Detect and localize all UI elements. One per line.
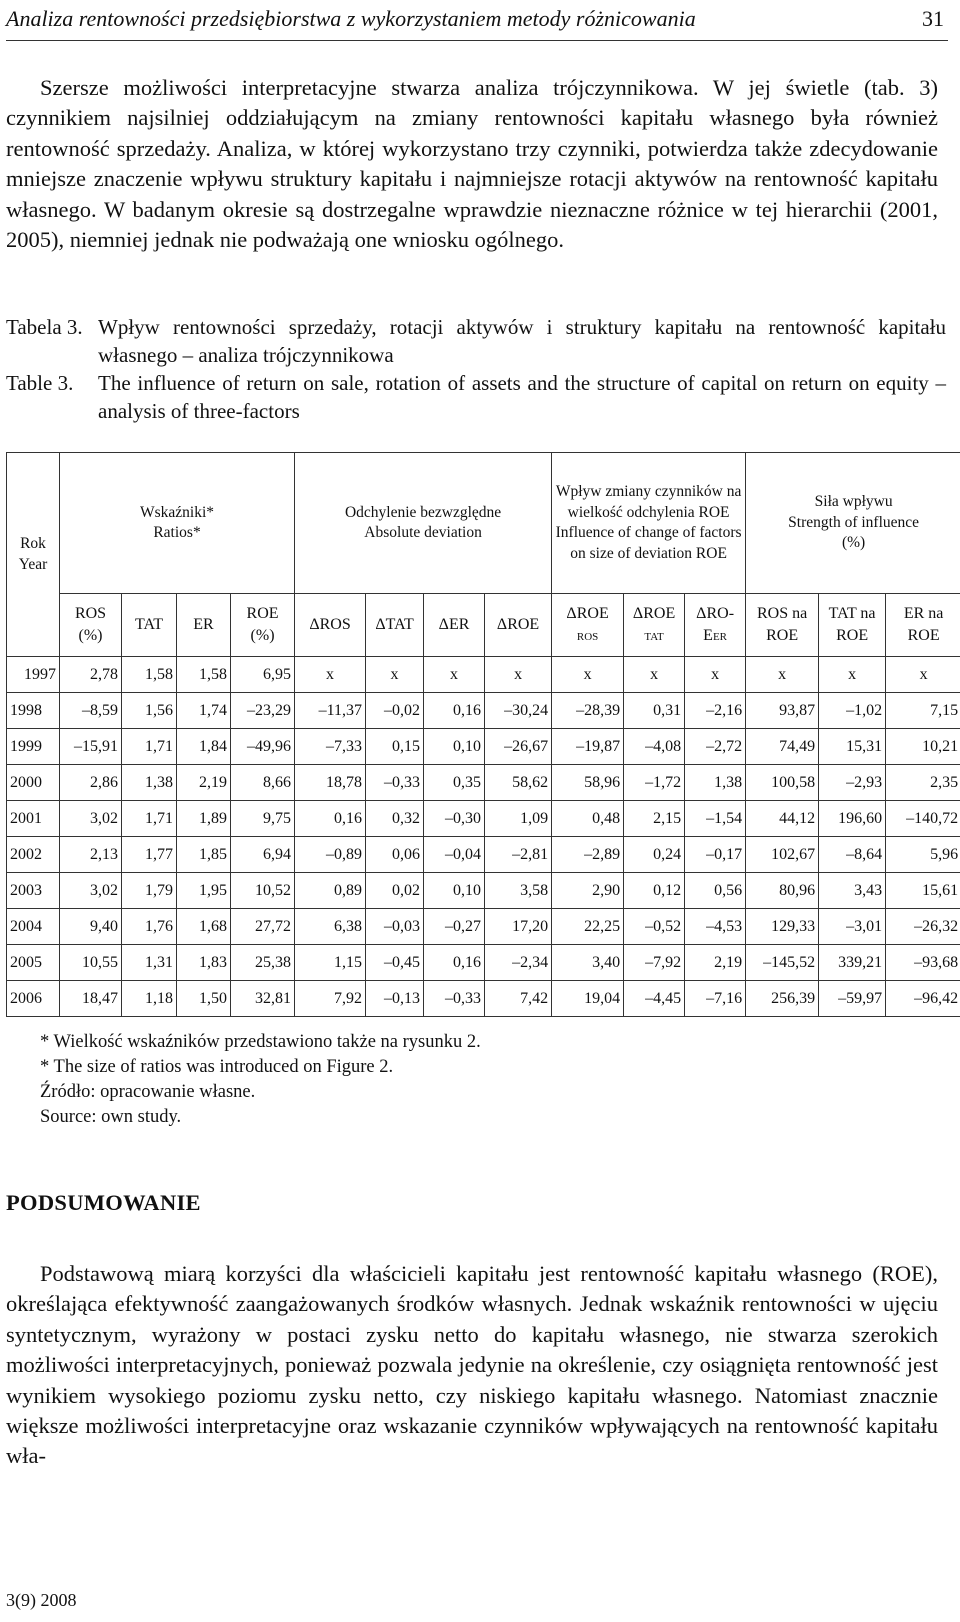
value-cell: 3,40	[552, 945, 624, 981]
value-cell: –11,37	[295, 693, 366, 729]
value-cell: –0,52	[624, 909, 685, 945]
value-cell: 1,76	[122, 909, 177, 945]
subheader-delta-roe-ros: ΔROE ROS	[552, 594, 624, 657]
value-cell: x	[685, 657, 746, 693]
value-cell: 0,06	[366, 837, 424, 873]
value-cell: 6,38	[295, 909, 366, 945]
header-deviation-en: Absolute deviation	[364, 524, 482, 541]
value-cell: x	[552, 657, 624, 693]
data-table	[6, 452, 960, 1017]
table-body	[7, 657, 960, 1017]
value-cell: –8,59	[60, 693, 122, 729]
value-cell: 2,35	[886, 765, 960, 801]
value-cell: –0,30	[424, 801, 485, 837]
value-cell: –2,81	[485, 837, 552, 873]
page-number: 31	[922, 6, 944, 31]
value-cell: 1,84	[177, 729, 231, 765]
value-cell: –7,16	[685, 981, 746, 1017]
value-cell: 0,12	[624, 873, 685, 909]
value-cell: 1,74	[177, 693, 231, 729]
value-cell: –7,33	[295, 729, 366, 765]
value-cell: 0,56	[685, 873, 746, 909]
value-cell: –15,91	[60, 729, 122, 765]
value-cell: 2,13	[60, 837, 122, 873]
value-cell: 0,31	[624, 693, 685, 729]
source-en: Source: own study.	[40, 1107, 182, 1127]
value-cell: 6,95	[231, 657, 295, 693]
value-cell: 10,55	[60, 945, 122, 981]
header-change-en: Influence of change of factors on size of deviation ROE	[555, 524, 742, 562]
value-cell: –145,52	[746, 945, 819, 981]
value-cell: –28,39	[552, 693, 624, 729]
value-cell: –0,04	[424, 837, 485, 873]
running-header	[6, 2, 948, 41]
note-pl: * Wielkość wskaźników przedstawiono także na rysunku 2.	[40, 1032, 481, 1052]
value-cell: x	[366, 657, 424, 693]
paragraph-analysis: Szersze możliwości interpretacyjne stwarza analiza trójczynnikowa. W jej świetle (tab. 3) czynnikiem najsilniej oddziałującym na zmiany rentowności kapitału własnego była również rentowność sprzedaży. Analiza, w której wykorzystano trzy czynniki, potwierdza także zdecydowanie mniejsze znaczenie wpływu struktury kapitału i najmniejsze rotacji aktywów na rentowność kapitału własnego. W badanym okresie są dostrzegalne wprawdzie nieznaczne różnice w tej hierarchii (2001, 2005), niemniej jednak nie podważają one wniosku ogólnego.	[6, 75, 938, 253]
value-cell: –4,45	[624, 981, 685, 1017]
value-cell: –0,13	[366, 981, 424, 1017]
caption-label-en: Table 3.	[6, 371, 74, 395]
table-row	[7, 693, 960, 729]
subheader-ros-on-roe: ROS na ROE	[746, 594, 819, 657]
table-row	[7, 837, 960, 873]
value-cell: 27,72	[231, 909, 295, 945]
caption-text-en: The influence of return on sale, rotation of assets and the structure of capital on return on equity – analysis of three-factors	[98, 371, 946, 423]
year-cell: 1999	[7, 729, 60, 765]
table-row	[7, 873, 960, 909]
value-cell: 3,02	[60, 873, 122, 909]
value-cell: 58,96	[552, 765, 624, 801]
value-cell: –19,87	[552, 729, 624, 765]
value-cell: 15,31	[819, 729, 886, 765]
subheader-tat: TAT	[122, 594, 177, 657]
value-cell: 1,58	[122, 657, 177, 693]
value-cell: 18,78	[295, 765, 366, 801]
value-cell: 1,83	[177, 945, 231, 981]
table-row	[7, 909, 960, 945]
paragraph-summary: Podstawową miarą korzyści dla właścicieli kapitału jest rentowność kapitału własnego (ROE), określająca efektywność zaangażowanych środków własnych. Jednak wskaźnik rentowności w ujęciu syntetycznym, wyrażony w postaci zysku netto do kapitału własnego, nie stwarza szerokich możliwości interpretacyjnych, ponieważ pozwala jedynie na określenie, czy osiągnięta rentowność jest wynikiem wysokiego poziomu zysku netto, czy niskiego kapitału własnego. Natomiast znacznie większe możliwości interpretacyjne oraz wskazanie czynników wpływających na rentowność kapitału wła-	[6, 1261, 938, 1469]
header-ratios-en: Ratios*	[153, 524, 201, 541]
value-cell: 1,71	[122, 801, 177, 837]
value-cell: x	[886, 657, 960, 693]
value-cell: 1,71	[122, 729, 177, 765]
table-row	[7, 801, 960, 837]
value-cell: 2,15	[624, 801, 685, 837]
value-cell: –2,93	[819, 765, 886, 801]
value-cell: –2,89	[552, 837, 624, 873]
value-cell: –1,02	[819, 693, 886, 729]
value-cell: 2,19	[685, 945, 746, 981]
header-deviation	[295, 453, 552, 594]
value-cell: 6,94	[231, 837, 295, 873]
header-change-pl: Wpływ zmiany czynników na wielkość odchylenia ROE	[555, 483, 742, 521]
value-cell: 1,15	[295, 945, 366, 981]
value-cell: –0,33	[366, 765, 424, 801]
note-en: * The size of ratios was introduced on Figure 2.	[40, 1057, 394, 1077]
value-cell: 2,19	[177, 765, 231, 801]
value-cell: 0,10	[424, 729, 485, 765]
value-cell: 0,32	[366, 801, 424, 837]
value-cell: 8,66	[231, 765, 295, 801]
value-cell: –0,03	[366, 909, 424, 945]
value-cell: –4,53	[685, 909, 746, 945]
section-title: PODSUMOWANIE	[6, 1190, 201, 1215]
value-cell: 5,96	[886, 837, 960, 873]
value-cell: –0,17	[685, 837, 746, 873]
year-cell: 2000	[7, 765, 60, 801]
value-cell: 58,62	[485, 765, 552, 801]
table-notes	[40, 1030, 481, 1130]
year-cell: 1998	[7, 693, 60, 729]
value-cell: x	[424, 657, 485, 693]
value-cell: –4,08	[624, 729, 685, 765]
value-cell: 93,87	[746, 693, 819, 729]
header-ratios-pl: Wskaźniki*	[140, 503, 215, 521]
caption-polish	[6, 313, 946, 369]
header-year-pl: Rok	[20, 535, 46, 552]
subheader-delta-roe-er: ΔRO- EER	[685, 594, 746, 657]
header-ratios	[60, 453, 295, 594]
header-deviation-pl: Odchylenie bezwzględne	[344, 503, 502, 521]
value-cell: –140,72	[886, 801, 960, 837]
value-cell: 10,21	[886, 729, 960, 765]
year-cell: 2004	[7, 909, 60, 945]
value-cell: –23,29	[231, 693, 295, 729]
table-row	[7, 981, 960, 1017]
header-strength-en: Strength of influence	[788, 513, 920, 531]
value-cell: –0,02	[366, 693, 424, 729]
table-group-header-row	[7, 453, 960, 594]
value-cell: –0,27	[424, 909, 485, 945]
value-cell: 1,95	[177, 873, 231, 909]
value-cell: 0,16	[424, 693, 485, 729]
value-cell: 44,12	[746, 801, 819, 837]
header-year-en: Year	[18, 555, 48, 573]
value-cell: 100,58	[746, 765, 819, 801]
value-cell: –2,72	[685, 729, 746, 765]
subheader-ros: ROS (%)	[60, 594, 122, 657]
running-title: Analiza rentowności przedsiębiorstwa z wykorzystaniem metody różnicowania	[6, 6, 696, 31]
year-cell: 2002	[7, 837, 60, 873]
value-cell: –49,96	[231, 729, 295, 765]
value-cell: 196,60	[819, 801, 886, 837]
value-cell: –0,33	[424, 981, 485, 1017]
value-cell: 2,86	[60, 765, 122, 801]
value-cell: 7,42	[485, 981, 552, 1017]
subheader-delta-er: ΔER	[424, 594, 485, 657]
value-cell: 3,58	[485, 873, 552, 909]
value-cell: 19,04	[552, 981, 624, 1017]
value-cell: –26,32	[886, 909, 960, 945]
caption-label-pl: Tabela 3.	[6, 315, 83, 339]
issue-footer: 3(9) 2008	[6, 1590, 77, 1610]
subheader-er-on-roe: ER na ROE	[886, 594, 960, 657]
value-cell: 1,79	[122, 873, 177, 909]
value-cell: 1,18	[122, 981, 177, 1017]
year-cell: 2001	[7, 801, 60, 837]
value-cell: 32,81	[231, 981, 295, 1017]
subheader-delta-ros: ΔROS	[295, 594, 366, 657]
value-cell: 22,25	[552, 909, 624, 945]
source-pl: Źródło: opracowanie własne.	[40, 1082, 256, 1102]
value-cell: x	[485, 657, 552, 693]
table-row	[7, 945, 960, 981]
value-cell: –30,24	[485, 693, 552, 729]
value-cell: –59,97	[819, 981, 886, 1017]
subheader-delta-roe: ΔROE	[485, 594, 552, 657]
value-cell: 339,21	[819, 945, 886, 981]
value-cell: 74,49	[746, 729, 819, 765]
value-cell: 3,02	[60, 801, 122, 837]
value-cell: 0,16	[295, 801, 366, 837]
table-row	[7, 729, 960, 765]
value-cell: 1,38	[122, 765, 177, 801]
value-cell: 9,75	[231, 801, 295, 837]
table-sub-header-row	[7, 594, 960, 657]
subheader-delta-roe-tat: ΔROE TAT	[624, 594, 685, 657]
value-cell: 10,52	[231, 873, 295, 909]
value-cell: –0,89	[295, 837, 366, 873]
value-cell: 0,24	[624, 837, 685, 873]
value-cell: 17,20	[485, 909, 552, 945]
header-strength	[746, 453, 960, 594]
value-cell: 2,78	[60, 657, 122, 693]
value-cell: –0,45	[366, 945, 424, 981]
value-cell: 102,67	[746, 837, 819, 873]
value-cell: 1,50	[177, 981, 231, 1017]
value-cell: 129,33	[746, 909, 819, 945]
value-cell: 1,85	[177, 837, 231, 873]
value-cell: –1,54	[685, 801, 746, 837]
value-cell: 80,96	[746, 873, 819, 909]
value-cell: 0,89	[295, 873, 366, 909]
caption-english	[6, 369, 946, 425]
header-change	[552, 453, 746, 594]
value-cell: 3,43	[819, 873, 886, 909]
value-cell: x	[295, 657, 366, 693]
subheader-roe: ROE (%)	[231, 594, 295, 657]
value-cell: –1,72	[624, 765, 685, 801]
value-cell: 25,38	[231, 945, 295, 981]
value-cell: 1,68	[177, 909, 231, 945]
value-cell: 1,09	[485, 801, 552, 837]
subheader-delta-tat: ΔTAT	[366, 594, 424, 657]
subheader-er: ER	[177, 594, 231, 657]
value-cell: 0,16	[424, 945, 485, 981]
value-cell: 256,39	[746, 981, 819, 1017]
table-row	[7, 765, 960, 801]
value-cell: –26,67	[485, 729, 552, 765]
value-cell: –96,42	[886, 981, 960, 1017]
value-cell: 0,35	[424, 765, 485, 801]
year-cell: 2003	[7, 873, 60, 909]
year-cell: 2006	[7, 981, 60, 1017]
value-cell: –8,64	[819, 837, 886, 873]
value-cell: x	[819, 657, 886, 693]
table-row	[7, 657, 960, 693]
value-cell: –2,16	[685, 693, 746, 729]
value-cell: 1,89	[177, 801, 231, 837]
header-year	[7, 453, 60, 657]
value-cell: –2,34	[485, 945, 552, 981]
value-cell: 1,77	[122, 837, 177, 873]
value-cell: x	[746, 657, 819, 693]
value-cell: x	[624, 657, 685, 693]
header-strength-unit: (%)	[841, 534, 866, 552]
value-cell: 1,58	[177, 657, 231, 693]
value-cell: 0,02	[366, 873, 424, 909]
value-cell: 1,38	[685, 765, 746, 801]
value-cell: 1,56	[122, 693, 177, 729]
value-cell: 18,47	[60, 981, 122, 1017]
value-cell: 1,31	[122, 945, 177, 981]
value-cell: 0,48	[552, 801, 624, 837]
year-cell: 1997	[7, 657, 60, 693]
value-cell: 9,40	[60, 909, 122, 945]
value-cell: 2,90	[552, 873, 624, 909]
value-cell: 0,10	[424, 873, 485, 909]
value-cell: 7,92	[295, 981, 366, 1017]
value-cell: –3,01	[819, 909, 886, 945]
value-cell: 7,15	[886, 693, 960, 729]
year-cell: 2005	[7, 945, 60, 981]
header-strength-pl: Siła wpływu	[814, 493, 893, 511]
table-caption	[6, 313, 946, 425]
value-cell: 0,15	[366, 729, 424, 765]
subheader-tat-on-roe: TAT na ROE	[819, 594, 886, 657]
caption-text-pl: Wpływ rentowności sprzedaży, rotacji aktywów i struktury kapitału na rentowność kapitału własnego – analiza trójczynnikowa	[98, 315, 946, 367]
value-cell: –93,68	[886, 945, 960, 981]
value-cell: –7,92	[624, 945, 685, 981]
value-cell: 15,61	[886, 873, 960, 909]
